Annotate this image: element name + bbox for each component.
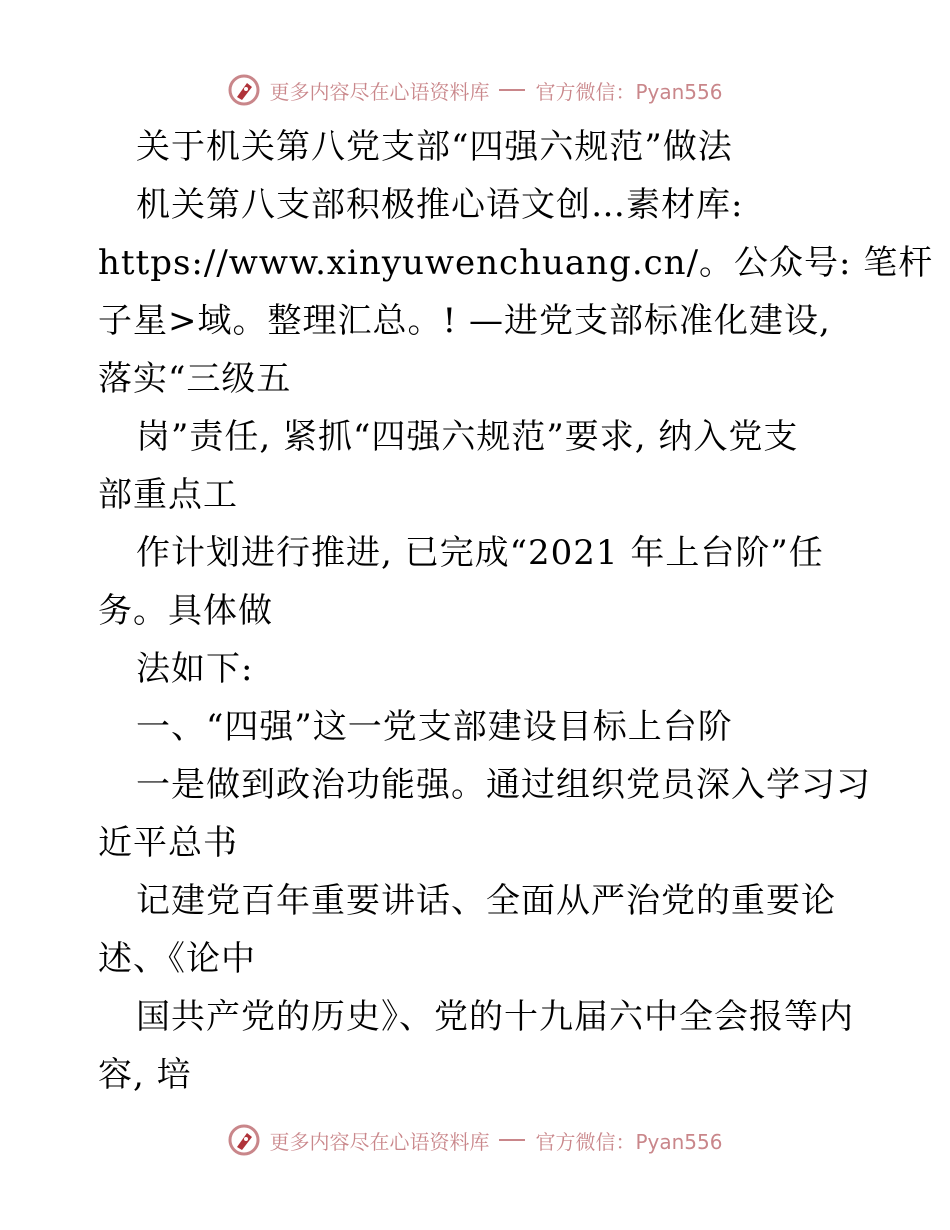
- document-body: [98, 118, 934, 1104]
- watermark-suffix: 官方微信：Pyan556: [535, 79, 723, 104]
- text-line: 法如下:: [136, 649, 254, 689]
- text-line: 一、“四强”这一党支部建设目标上台阶: [136, 707, 733, 747]
- pen-nib-logo-icon: [227, 1123, 261, 1157]
- text-line: 述、《论中: [98, 939, 256, 979]
- footer-watermark: [0, 1120, 950, 1160]
- text-line: 记建党百年重要讲话、全面从严治党的重要论: [136, 881, 836, 921]
- text-line: 落实“三级五: [98, 359, 292, 399]
- text-line: 岗”责任, 紧抓“四强六规范”要求, 纳入党支: [136, 417, 799, 457]
- text-line: 机关第八支部积极推心语文创…素材库:: [136, 185, 744, 225]
- text-line: 国共产党的历史》、党的十九届六中全会报等内: [136, 997, 854, 1037]
- header-watermark: [0, 70, 950, 110]
- text-line: https://www.xinyuwenchuang.cn/。公众号: 笔杆: [98, 243, 934, 283]
- text-line: 作计划进行推进, 已完成“2021 年上台阶”任: [136, 533, 824, 573]
- watermark-separator: [499, 89, 525, 91]
- watermark-suffix: 官方微信：Pyan556: [535, 1129, 723, 1154]
- watermark-text: 更多内容尽在心语资料库: [269, 79, 490, 104]
- text-line: 近平总书: [98, 823, 238, 863]
- pen-nib-logo-icon: [227, 73, 261, 107]
- text-line: 子星>域。整理汇总。! —进党支部标准化建设,: [98, 301, 831, 341]
- text-line: 容, 培: [98, 1055, 192, 1095]
- watermark-separator: [499, 1139, 525, 1141]
- watermark-text: 更多内容尽在心语资料库: [269, 1129, 490, 1154]
- text-line: 关于机关第八党支部“四强六规范”做法: [136, 127, 733, 167]
- text-line: 部重点工: [98, 475, 238, 515]
- text-line: 一是做到政治功能强。通过组织党员深入学习习: [136, 765, 871, 805]
- text-line: 务。具体做: [98, 591, 273, 631]
